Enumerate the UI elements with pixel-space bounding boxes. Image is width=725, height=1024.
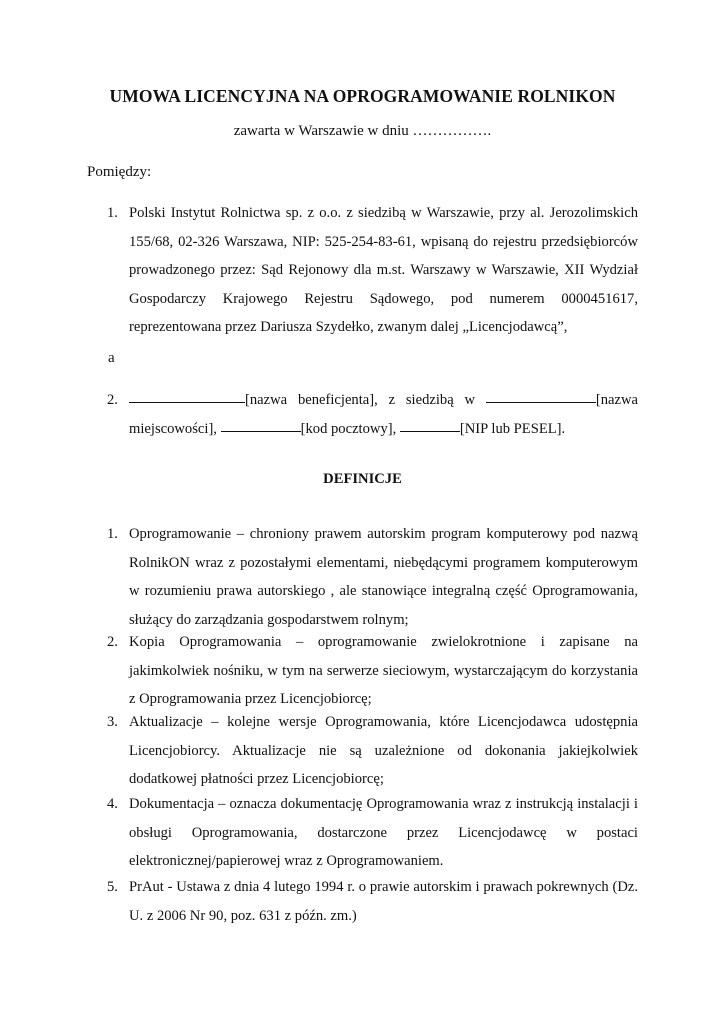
document-subtitle: zawarta w Warszawie w dniu ……………. (233, 123, 492, 139)
definition-1 (107, 520, 638, 634)
beneficiary-city-blank (486, 401, 596, 403)
definition-1-number: 1. (107, 526, 118, 542)
beneficiary-name-label: [nazwa beneficjenta], z siedzibą w (245, 392, 486, 408)
postal-code-blank (221, 430, 301, 432)
document-title: UMOWA LICENCYJNA NA OPROGRAMOWANIE ROLNIKON (109, 86, 616, 106)
nip-blank (400, 430, 460, 432)
party-1-text: Polski Instytut Rolnictwa sp. z o.o. z siedzibą w Warszawie, przy al. Jerozolimskich 155/68, 02-326 Warszawa, NIP: 525-254-83-61, wpisaną do rejestru przedsiębiorców prowadzonego przez: Sąd Rejonowy dla m.st. Warszawy w Warszawie, XII Wydział Gospodarczy Krajowego Rejestru Sądowego, pod numerem 0000451617, reprezentowana przez Dariusza Szydełko, zwanym dalej „Licencjodawcą”, (129, 205, 638, 336)
beneficiary-name-blank (129, 401, 245, 403)
definition-2 (107, 628, 638, 714)
definition-4-number: 4. (107, 796, 118, 812)
definition-5-number: 5. (107, 879, 118, 895)
definition-2-number: 2. (107, 634, 118, 650)
definition-5 (107, 873, 638, 930)
definition-4-text: Dokumentacja – oznacza dokumentację Oprogramowania wraz z instrukcją instalacji i obsługi Oprogramowania, dostarczone przez Licencjodawcę w postaci elektronicznej/papierowej wraz z Oprogramowaniem. (129, 796, 638, 870)
definition-5-text: PrAut - Ustawa z dnia 4 lutego 1994 r. o prawie autorskim i prawach pokrewnych (Dz. U. z 2006 Nr 90, poz. 631 z późn. zm.) (129, 879, 638, 924)
party-2-text (129, 386, 638, 443)
definition-3-text: Aktualizacje – kolejne wersje Oprogramowania, które Licencjodawca udostępnia Licencjobiorcy. Aktualizacje nie są uzależnione od dokonania jakiejkolwiek dodatkowej płatności przez Licencjobiorcę; (129, 714, 638, 788)
definition-3 (107, 708, 638, 794)
definition-2-text: Kopia Oprogramowania – oprogramowanie zwielokrotnione i zapisane na jakimkolwiek nośniku, w tym na serwerze sieciowym, wystarczającym do korzystania z Oprogramowania przez Licencjobiorcę; (129, 634, 638, 708)
party-2-number: 2. (107, 392, 118, 408)
postal-code-label: [kod pocztowy], (300, 420, 400, 437)
definitions-heading: DEFINICJE (323, 471, 402, 487)
definition-4 (107, 790, 638, 876)
parties-intro: Pomiędzy: (87, 164, 152, 180)
parties-connector: a (108, 350, 115, 366)
definition-1-text: Oprogramowanie – chroniony prawem autorskim program komputerowy pod nazwą RolnikON wraz z pozostałymi elementami, niebędącymi programem komputerowym w rozumieniu prawa autorskiego , ale stanowiące integralną część Oprogramowania, służący do zarządzania gospodarstwem rolnym; (129, 526, 638, 628)
beneficiary-city-label: [nazwa miejscowości], (129, 392, 638, 437)
party-1-number: 1. (107, 205, 118, 221)
party-2 (107, 386, 638, 443)
nip-label: [NIP lub PESEL]. (459, 420, 566, 437)
definition-3-number: 3. (107, 714, 118, 730)
party-1 (107, 199, 638, 342)
